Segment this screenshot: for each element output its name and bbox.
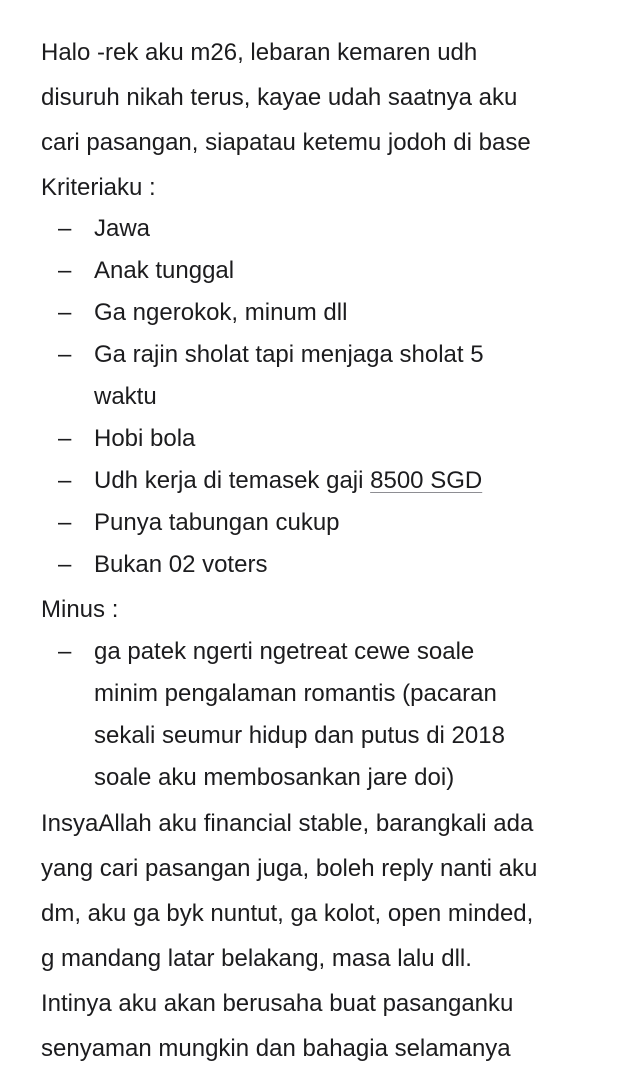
list-item: [41, 208, 611, 250]
closing-line: dm, aku ga byk nuntut, ga kolot, open minded,: [41, 900, 534, 927]
list-item: [41, 334, 611, 418]
list-item-text-continued: sekali seumur hidup dan putus di 2018: [94, 722, 505, 749]
list-item: [41, 502, 611, 544]
list-item-text: Bukan 02 voters: [94, 551, 268, 578]
closing-line: g mandang latar belakang, masa lalu dll.: [41, 945, 472, 972]
list-item-text: Ga rajin sholat tapi menjaga sholat 5: [94, 341, 484, 368]
minus-list: [41, 631, 611, 799]
criteria-heading-text: Kriteriaku :: [41, 174, 156, 201]
list-item-text-continued: waktu: [94, 383, 157, 410]
list-item-text: Anak tunggal: [94, 257, 235, 284]
list-item-text: Ga ngerokok, minum dll: [94, 299, 348, 326]
list-item-text-continued: minim pengalaman romantis (pacaran: [94, 680, 497, 707]
bullet-dash: –: [58, 509, 72, 536]
list-item: [41, 292, 611, 334]
minus-heading: [41, 587, 601, 632]
list-item: [41, 631, 611, 799]
bullet-dash: –: [58, 341, 72, 368]
bullet-dash: –: [58, 638, 72, 665]
closing-line: InsyaAllah aku financial stable, barangkali ada: [41, 810, 534, 837]
list-item-text: Punya tabungan cukup: [94, 509, 340, 536]
list-item-text: ga patek ngerti ngetreat cewe soale: [94, 638, 475, 665]
criteria-list: [41, 208, 611, 586]
bullet-dash: –: [58, 299, 72, 326]
list-item-text: Jawa: [94, 215, 151, 242]
closing-line: yang cari pasangan juga, boleh reply nanti aku: [41, 855, 538, 882]
list-item: [41, 418, 611, 460]
bullet-dash: –: [58, 425, 72, 452]
salary-link[interactable]: 8500 SGD: [370, 467, 483, 494]
list-item-text-continued: soale aku membosankan jare doi): [94, 764, 455, 791]
intro-paragraph: [41, 30, 601, 165]
list-item: [41, 544, 611, 586]
criteria-heading: [41, 165, 601, 210]
bullet-dash: –: [58, 215, 72, 242]
closing-line: Intinya aku akan berusaha buat pasanganku: [41, 990, 514, 1017]
minus-heading-text: Minus :: [41, 596, 119, 623]
list-item: [41, 250, 611, 292]
list-item: [41, 460, 611, 502]
bullet-dash: –: [58, 467, 72, 494]
list-item-text: Udh kerja di temasek gaji: [94, 467, 371, 494]
bullet-dash: –: [58, 257, 72, 284]
list-item-text: Hobi bola: [94, 425, 196, 452]
intro-line: cari pasangan, siapatau ketemu jodoh di base: [41, 129, 531, 156]
closing-line: senyaman mungkin dan bahagia selamanya: [41, 1035, 511, 1062]
intro-line: Halo -rek aku m26, lebaran kemaren udh: [41, 39, 478, 66]
closing-paragraph: [41, 801, 616, 1071]
bullet-dash: –: [58, 551, 72, 578]
intro-line: disuruh nikah terus, kayae udah saatnya aku: [41, 84, 518, 111]
